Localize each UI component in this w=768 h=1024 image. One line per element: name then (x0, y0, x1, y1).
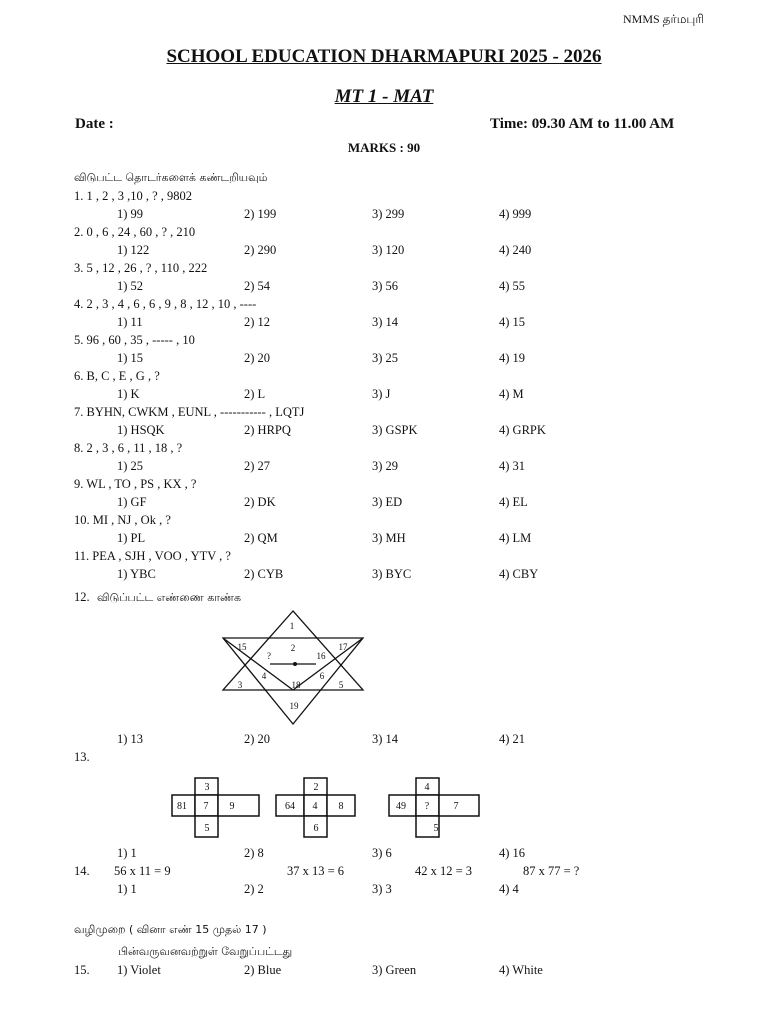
option-2[interactable]: 2) Blue (244, 963, 282, 977)
option-4[interactable]: 4) GRPK (499, 423, 546, 437)
time-label: Time: 09.30 AM to 11.00 AM (490, 116, 675, 132)
question-text: 4. 2 , 3 , 4 , 6 , 6 , 9 , 8 , 12 , 10 , ---- (74, 297, 257, 311)
cross3-left: 49 (396, 801, 406, 812)
options-row (0, 243, 768, 261)
q14-options (0, 882, 768, 900)
option-2[interactable]: 2) 54 (244, 279, 271, 293)
star-figure (215, 608, 380, 726)
q14-expr-4: 87 x 77 = ? (523, 864, 580, 878)
question-row (0, 297, 768, 315)
cross3-top: 4 (424, 782, 430, 793)
star-num: 6 (319, 671, 325, 681)
question-text: 2. 0 , 6 , 24 , 60 , ? , 210 (74, 225, 196, 239)
option-1[interactable]: 1) GF (117, 495, 147, 509)
star-num: 19 (289, 701, 299, 711)
option-1[interactable]: 1) 25 (117, 459, 144, 473)
question-row (0, 333, 768, 351)
option-4[interactable]: 4) 999 (499, 207, 532, 221)
option-2[interactable]: 2) 12 (244, 315, 271, 329)
star-num: 2 (290, 643, 296, 653)
option-3[interactable]: 3) 25 (372, 351, 399, 365)
option-3[interactable]: 3) 56 (372, 279, 399, 293)
option-2[interactable]: 2) 290 (244, 243, 277, 257)
cross2-center: 4 (312, 801, 318, 812)
option-1[interactable]: 1) HSQK (117, 423, 165, 437)
options-row (0, 459, 768, 477)
q13-options (0, 846, 768, 864)
option-3[interactable]: 3) 14 (372, 732, 399, 746)
option-2[interactable]: 2) 20 (244, 732, 271, 746)
options-row (0, 315, 768, 333)
option-1[interactable]: 1) 1 (117, 846, 137, 860)
option-1[interactable]: 1) 15 (117, 351, 144, 365)
option-1[interactable]: 1) Violet (117, 963, 161, 977)
option-2[interactable]: 2) 8 (244, 846, 264, 860)
question-row (0, 477, 768, 495)
cross2-right: 8 (338, 801, 344, 812)
date-label: Date : (75, 116, 114, 132)
option-3[interactable]: 3) 29 (372, 459, 399, 473)
option-3[interactable]: 3) J (372, 387, 391, 401)
star-num: 4 (261, 671, 267, 681)
options-row (0, 207, 768, 225)
option-1[interactable]: 1) 13 (117, 732, 144, 746)
cross1-bottom: 5 (204, 823, 210, 834)
star-num: 5 (338, 680, 344, 690)
question-row (0, 549, 768, 567)
option-4[interactable]: 4) White (499, 963, 543, 977)
options-row (0, 387, 768, 405)
options-row (0, 567, 768, 585)
option-3[interactable]: 3) Green (372, 963, 417, 977)
cross1-right: 9 (229, 801, 235, 812)
options-row (0, 495, 768, 513)
q14-expr-1: 56 x 11 = 9 (114, 864, 171, 878)
question-text: 3. 5 , 12 , 26 , ? , 110 , 222 (74, 261, 208, 275)
question-row (0, 189, 768, 207)
header-tag: NMMS தர்மபுரி (623, 12, 704, 26)
question-text: 8. 2 , 3 , 6 , 11 , 18 , ? (74, 441, 183, 455)
option-1[interactable]: 1) 122 (117, 243, 150, 257)
question-text: 5. 96 , 60 , 35 , ----- , 10 (74, 333, 195, 347)
options-row (0, 351, 768, 369)
option-4[interactable]: 4) 16 (499, 846, 526, 860)
star-num: ? (267, 651, 271, 661)
option-3[interactable]: 3) 14 (372, 315, 399, 329)
option-2[interactable]: 2) CYB (244, 567, 284, 581)
q12-heading: விடுப்பட்ட எண்ணை காண்க (97, 591, 242, 604)
q12-options (0, 732, 768, 750)
cross2-left: 64 (285, 801, 295, 812)
q12-label: 12. (74, 590, 90, 604)
option-3[interactable]: 3) MH (372, 531, 406, 545)
marks-label: MARKS : 90 (347, 140, 421, 155)
question-text: 10. MI , NJ , Ok , ? (74, 513, 171, 527)
question-text: 11. PEA , SJH , VOO , YTV , ? (74, 549, 231, 563)
option-2[interactable]: 2) L (244, 387, 266, 401)
q15-row (0, 963, 768, 981)
question-text: 9. WL , TO , PS , KX , ? (74, 477, 197, 491)
page-subtitle: MT 1 - MAT (334, 86, 434, 107)
cross3-center: ? (424, 801, 430, 812)
option-4[interactable]: 4) M (499, 387, 524, 401)
option-4[interactable]: 4) 240 (499, 243, 532, 257)
option-2[interactable]: 2) QM (244, 531, 278, 545)
option-4[interactable]: 4) LM (499, 531, 532, 545)
page-title: SCHOOL EDUCATION DHARMAPURI 2025 - 2026 (166, 46, 602, 67)
option-3[interactable]: 3) 299 (372, 207, 405, 221)
instruction: வழிமுறை ( வினா எண் 15 முதல் 17 ) (74, 923, 267, 936)
option-1[interactable]: 1) YBC (117, 567, 156, 581)
option-3[interactable]: 3) 3 (372, 882, 392, 896)
option-4[interactable]: 4) 15 (499, 315, 526, 329)
option-4[interactable]: 4) 21 (499, 732, 526, 746)
q14-expressions (0, 864, 768, 882)
question-text: 6. B, C , E , G , ? (74, 369, 160, 383)
cross1-center: 7 (203, 801, 209, 812)
star-num: 3 (237, 680, 243, 690)
option-2[interactable]: 2) HRPQ (244, 423, 291, 437)
option-3[interactable]: 3) GSPK (372, 423, 418, 437)
cross1-left: 81 (177, 801, 187, 812)
question-row (0, 225, 768, 243)
option-1[interactable]: 1) 52 (117, 279, 144, 293)
option-3[interactable]: 3) BYC (372, 567, 412, 581)
question-text: 7. BYHN, CWKM , EUNL , ----------- , LQTJ (74, 405, 305, 419)
options-row (0, 279, 768, 297)
question-row (0, 405, 768, 423)
options-row (0, 531, 768, 549)
option-4[interactable]: 4) 4 (499, 882, 519, 896)
option-2[interactable]: 2) 2 (244, 882, 264, 896)
question-row (0, 261, 768, 279)
cross2-bottom: 6 (313, 823, 319, 834)
star-num: 1 (289, 621, 295, 631)
option-3[interactable]: 3) ED (372, 495, 403, 509)
question-row (0, 513, 768, 531)
section-heading: விடுபட்ட தொடர்களைக் கண்டறியவும் (74, 171, 268, 184)
option-4[interactable]: 4) EL (499, 495, 528, 509)
star-num: 15 (237, 642, 247, 652)
option-1[interactable]: 1) 99 (117, 207, 144, 221)
cross3-right: 7 (453, 801, 459, 812)
option-4[interactable]: 4) CBY (499, 567, 539, 581)
question-row (0, 441, 768, 459)
q13-label: 13. (74, 750, 90, 764)
question-row (0, 369, 768, 387)
q14-expr-2: 37 x 13 = 6 (287, 864, 345, 878)
star-num: 16 (316, 651, 326, 661)
options-row (0, 423, 768, 441)
option-4[interactable]: 4) 19 (499, 351, 526, 365)
option-3[interactable]: 3) 120 (372, 243, 405, 257)
option-1[interactable]: 1) PL (117, 531, 146, 545)
option-3[interactable]: 3) 6 (372, 846, 392, 860)
option-4[interactable]: 4) 31 (499, 459, 526, 473)
q14-expr-3: 42 x 12 = 3 (415, 864, 473, 878)
option-1[interactable]: 1) 1 (117, 882, 137, 896)
cross-figures (160, 774, 490, 844)
cross1-top: 3 (204, 782, 210, 793)
option-4[interactable]: 4) 55 (499, 279, 526, 293)
option-1[interactable]: 1) 11 (117, 315, 143, 329)
cross2-top: 2 (313, 782, 319, 793)
instruction-sub: பின்வருவனவற்றுள் வேறுப்பட்டது (118, 945, 293, 958)
q14-label: 14. (74, 864, 90, 878)
q15-label: 15. (74, 963, 90, 977)
option-2[interactable]: 2) 199 (244, 207, 277, 221)
star-num: 17 (338, 642, 348, 652)
option-2[interactable]: 2) 27 (244, 459, 271, 473)
question-text: 1. 1 , 2 , 3 ,10 , ? , 9802 (74, 189, 193, 203)
option-2[interactable]: 2) DK (244, 495, 276, 509)
cross3-bottom: 5 (433, 823, 439, 834)
star-num: 18 (291, 680, 301, 690)
option-2[interactable]: 2) 20 (244, 351, 271, 365)
option-1[interactable]: 1) K (117, 387, 140, 401)
star-center-dot (293, 662, 297, 666)
